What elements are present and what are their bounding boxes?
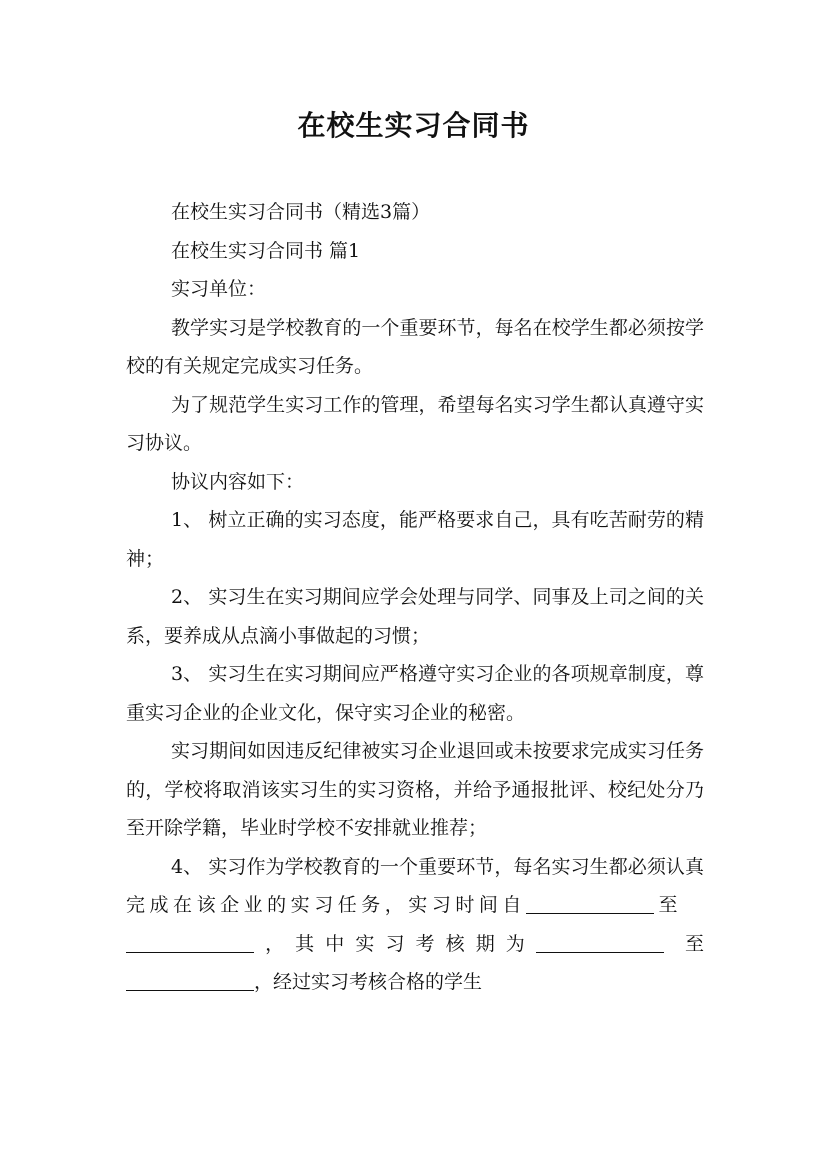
item4-text-3: ，经过实习考核合格的学生 xyxy=(254,971,483,993)
document-body xyxy=(126,193,704,1002)
paragraph: 为了规范学生实习工作的管理，希望每名实习学生都认真遵守实习协议。 xyxy=(126,393,704,454)
paragraph: 2、 实习生在实习期间应学会处理与同学、同事及上司之间的关系，要养成从点滴小事做起的习惯； xyxy=(126,586,704,647)
paragraph: 3、 实习生在实习期间应严格遵守实习企业的各项规章制度，尊重实习企业的企业文化，保守实习企业的秘密。 xyxy=(126,663,704,724)
blank-line xyxy=(126,968,254,991)
paragraph: 教学实习是学校教育的一个重要环节，每名在校学生都必须按学校的有关规定完成实习任务。 xyxy=(126,316,704,377)
item4-text-1: 4、 实习作为学校教育的一个重要环节，每名实习生都必须认真完成在该企业的实习任务，实习时间自 xyxy=(126,855,704,916)
paragraph: 在校生实习合同书 篇1 xyxy=(171,239,361,262)
item4-to-2: 至 xyxy=(673,932,704,955)
paragraph: 1、 树立正确的实习态度，能严格要求自己，具有吃苦耐劳的精神； xyxy=(126,509,704,570)
paragraph: 在校生实习合同书（精选3篇） xyxy=(171,201,431,223)
paragraph: 实习期间如因违反纪律被实习企业退回或未按要求完成实习任务的，学校将取消该实习生的实习资格，并给予通报批评、校纪处分乃至开除学籍，毕业时学校不安排就业推荐； xyxy=(126,740,704,839)
document-title: 在校生实习合同书 xyxy=(297,109,530,142)
blank-line xyxy=(126,930,254,953)
blank-line xyxy=(536,930,664,953)
item4-text-2: ，其中实习考核期为 xyxy=(254,932,536,955)
item4-to-1: 至 xyxy=(653,894,682,916)
paragraph-item-4 xyxy=(126,848,704,1002)
blank-line xyxy=(526,891,654,914)
paragraph: 协议内容如下： xyxy=(171,470,305,493)
paragraph: 实习单位： xyxy=(171,278,267,300)
